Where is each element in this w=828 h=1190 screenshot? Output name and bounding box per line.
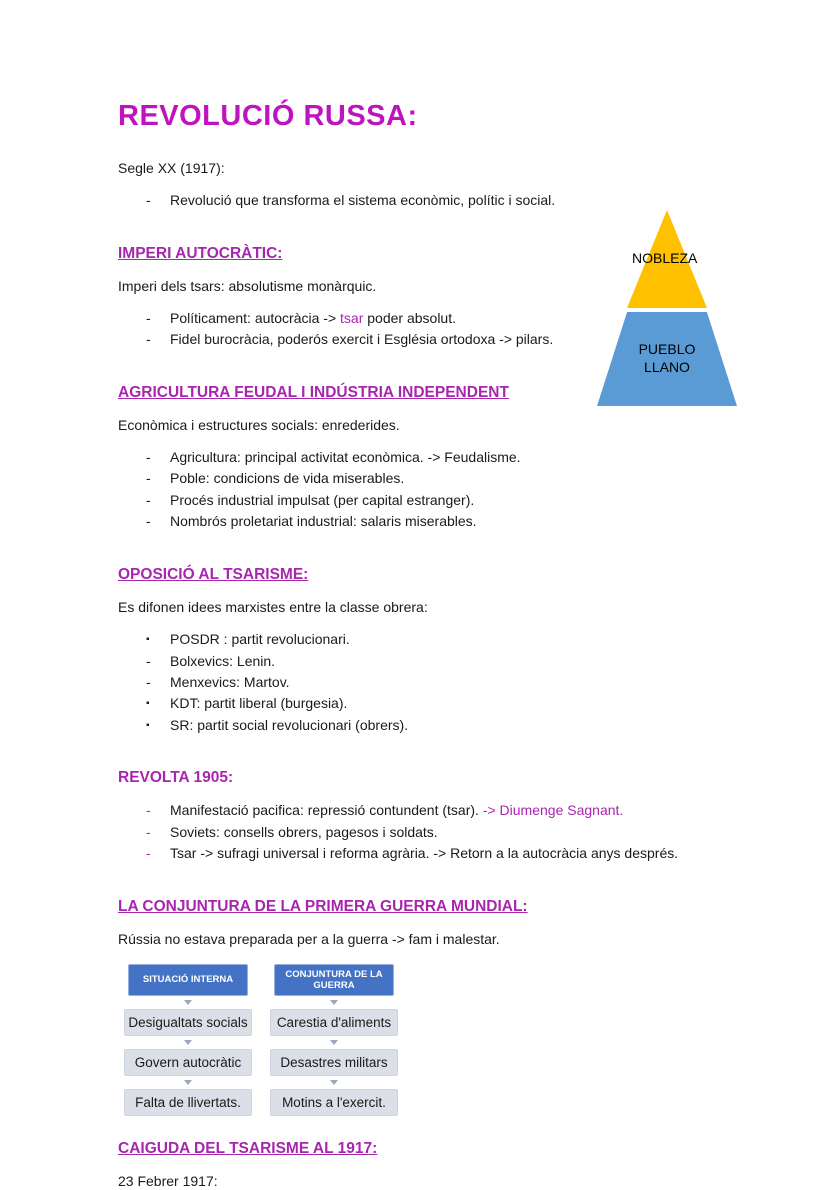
page-title: REVOLUCIÓ RUSSA: (118, 100, 418, 132)
section-heading: AGRICULTURA FEUDAL I INDÚSTRIA INDEPENDENT (118, 383, 509, 401)
smartart-header: CONJUNTURA DE LA GUERRA (274, 964, 394, 996)
section-paragraph: 23 Febrer 1917: (118, 1172, 218, 1189)
smartart-column-situacio-interna (124, 964, 252, 1116)
square-bullet: ▪ (146, 634, 150, 646)
list-item-text: Nombrós proletariat industrial: salaris miserables. (170, 513, 477, 530)
dash-bullet: - (146, 823, 151, 840)
dash-bullet: - (146, 192, 151, 209)
text-fragment: Manifestació pacifica: repressió contundent (tsar). (170, 802, 483, 819)
list-item-text: POSDR : partit revolucionari. (170, 631, 350, 648)
smartart-box: Falta de llivertats. (124, 1089, 252, 1116)
smartart-diagram (124, 964, 798, 1116)
down-arrow-icon (330, 1040, 338, 1045)
smartart-box: Desigualtats socials (124, 1009, 252, 1036)
list-item-text: Procés industrial impulsat (per capital estranger). (170, 491, 475, 508)
accent-text: -> Diumenge Sagnant. (482, 802, 624, 819)
smartart-box: Carestia d'aliments (270, 1009, 398, 1036)
list-item-text: SR: partit social revolucionari (obrers). (170, 716, 409, 733)
section-revolta-1905 (118, 769, 798, 877)
section-oposicio (118, 566, 798, 750)
section-paragraph: Econòmica i estructures socials: enrederides. (118, 416, 400, 433)
list-item-text (170, 309, 456, 327)
list-item-text (170, 801, 623, 819)
intro-lead: Segle XX (1917): (118, 160, 225, 176)
list-item (146, 491, 798, 509)
section-paragraph: Rússia no estava preparada per a la guerra -> fam i malestar. (118, 930, 500, 947)
down-arrow-icon (330, 1000, 338, 1005)
section-heading: IMPERI AUTOCRÀTIC: (118, 244, 283, 262)
list-item-text: Agricultura: principal activitat econòmica. -> Feudalisme. (170, 448, 521, 465)
dash-bullet: - (146, 802, 151, 819)
list-item-text: Soviets: consells obrers, pagesos i soldats. (170, 823, 438, 840)
smartart-box: Motins a l'exercit. (270, 1089, 398, 1116)
list-item (146, 652, 798, 670)
section-caiguda (118, 1140, 798, 1190)
list-item (146, 801, 798, 819)
down-arrow-icon (184, 1000, 192, 1005)
dash-bullet: - (146, 491, 151, 508)
dash-bullet: - (146, 331, 151, 348)
dash-bullet: - (146, 652, 151, 669)
square-bullet: ▪ (146, 698, 150, 710)
list-item-text: KDT: partit liberal (burgesia). (170, 695, 348, 712)
down-arrow-icon (330, 1080, 338, 1085)
list-item (146, 448, 798, 466)
list-item-text: Revolució que transforma el sistema econòmic, polític i social. (170, 192, 556, 209)
square-bullet: ▪ (146, 719, 150, 731)
pyramid-bottom-label: PUEBLO LLANO (638, 341, 696, 376)
list-item-text: Bolxevics: Lenin. (170, 652, 276, 669)
dash-bullet: - (146, 513, 151, 530)
smartart-header: SITUACIÓ INTERNA (128, 964, 248, 996)
section-heading: LA CONJUNTURA DE LA PRIMERA GUERRA MUNDIAL: (118, 897, 528, 915)
list-item-text: Menxevics: Martov. (170, 673, 290, 690)
text-fragment: poder absolut. (363, 309, 456, 326)
down-arrow-icon (184, 1080, 192, 1085)
section-heading: OPOSICIÓ AL TSARISME: (118, 565, 309, 583)
section-paragraph: Es difonen idees marxistes entre la classe obrera: (118, 598, 428, 615)
section-heading: CAIGUDA DEL TSARISME AL 1917: (118, 1139, 378, 1157)
accent-text: tsar (340, 309, 364, 326)
list-item-text: Fidel burocràcia, poderós exercit i Església ortodoxa -> pilars. (170, 331, 554, 348)
dash-bullet: - (146, 448, 151, 465)
smartart-box: Govern autocràtic (124, 1049, 252, 1076)
dash-bullet: - (146, 309, 151, 326)
section-heading: REVOLTA 1905: (118, 769, 234, 787)
list-item (146, 512, 798, 530)
social-pyramid-diagram (596, 206, 742, 410)
section-conjuntura (118, 898, 798, 948)
dash-bullet: - (146, 470, 151, 487)
list-item-text: Poble: condicions de vida miserables. (170, 470, 405, 487)
list-item (146, 694, 798, 712)
smartart-box: Desastres militars (270, 1049, 398, 1076)
dash-bullet: - (146, 845, 151, 862)
list-item (146, 630, 798, 648)
list-item (146, 469, 798, 487)
pyramid-top-label: NOBLEZA (632, 250, 698, 266)
down-arrow-icon (184, 1040, 192, 1045)
section-paragraph: Imperi dels tsars: absolutisme monàrquic. (118, 277, 377, 294)
dash-bullet: - (146, 673, 151, 690)
list-item (146, 716, 798, 734)
list-item (146, 823, 798, 841)
list-item (146, 673, 798, 691)
list-item-text: Tsar -> sufragi universal i reforma agrària. -> Retorn a la autocràcia anys després. (170, 845, 679, 862)
text-fragment: Políticament: autocràcia -> (170, 309, 341, 326)
smartart-column-conjuntura-guerra (270, 964, 398, 1116)
list-item (146, 844, 798, 862)
